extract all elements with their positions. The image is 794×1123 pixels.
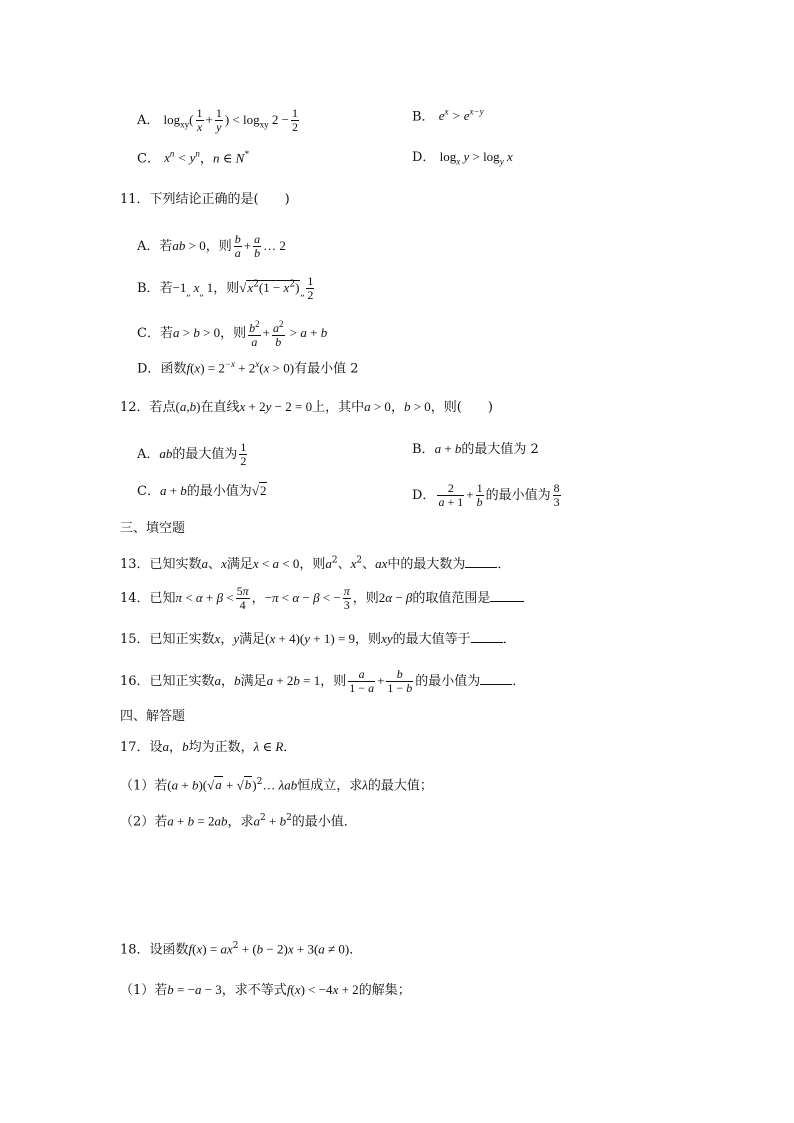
q10-option-b: B． $e^x > e^{x-y}$ [412, 107, 484, 125]
q12-option-a: A．ab的最大值为 $\frac{1}{2}$ [137, 440, 247, 468]
q16-answer-blank[interactable] [480, 672, 512, 685]
q16: 16．已知正实数a，b满足a + 2b = 1，则 $\frac{a}{1 - a}$ + $\frac{b}{1 - b}$ 的最小值为 ． [120, 667, 526, 695]
q10-option-c: C． $x^n < y^n$，n ∈ N* [137, 149, 249, 167]
q12-stem: 12．若点(a,b)在直线x + 2y − 2 = 0上，其中a > 0，b > 0，则( ) [120, 399, 493, 415]
q13: 13．已知实数a、x满足x < a < 0，则$a^2$、$x^2$、ax中的最大数为 ． [120, 555, 511, 572]
q17-part-1: （1）若$(a + b)(√a + √b)^2\dots$ λab恒成立，求λ的最大值； [120, 777, 433, 794]
q12-option-d: D． $\frac{2}{a + 1}$ + $\frac{1}{b}$ 的最小值为 $\frac{8}{3}$ [412, 481, 560, 509]
q17-part-2: （2）若a + b = 2ab，求$a^2 + b^2$的最小值． [120, 813, 357, 830]
section-4-heading: 四、解答题 [120, 709, 186, 724]
q12-option-b: B．a + b的最大值为 2 [412, 441, 539, 457]
q15-answer-blank[interactable] [471, 630, 503, 643]
q17-stem: 17．设a，b均为正数，λ ∈ R． [120, 739, 297, 755]
q10-option-a: A． $\log_{xy}$( $\frac{1}{x}$ + $\frac{1}{y}$ ) < $\log_{xy} 2$ − $\frac{1}{2}$ [137, 106, 298, 134]
q11-option-a: A．若ab > 0，则 $\frac{b}{a}$ + $\frac{a}{b}$ … 2 [137, 232, 286, 260]
q18-stem: 18．设函数$f(x) = ax^2 + (b - 2)x + 3(a \ne 0)$． [120, 941, 363, 958]
q18-part-1: （1）若b = −a − 3，求不等式f(x) < −4x + 2的解集； [120, 982, 411, 998]
q11-option-d: D．函数$f(x) = 2^{-x} + 2^x(x > 0)$有最小值 2 [137, 359, 359, 377]
q10-option-d: D． $\log_x y > \log_y x$ [412, 149, 513, 167]
section-3-heading: 三、填空题 [120, 521, 186, 536]
q11-stem: 11．下列结论正确的是( ) [120, 192, 290, 207]
q14: 14．已知π < α + β < $\frac{5\pi}{4}$ ，−π < α − β < − $\frac{\pi}{3}$ ，则2α − β的取值范围是 [120, 585, 524, 612]
q14-answer-blank[interactable] [490, 589, 524, 602]
q12-option-c: C．a + b的最小值为√2 [137, 483, 267, 499]
q11-option-b: B．若$-1_„$ $x_„$ 1，则$√x^2(1 - x^2)_„$ $\frac{1}{2}$ [137, 274, 314, 302]
q11-option-c: C．若a > b > 0，则 $\frac{b^2}{a}$ + $\frac{a^2}{b}$ > a + b [137, 319, 328, 349]
q15: 15．已知正实数x，y满足(x + 4)(y + 1) = 9，则xy的最大值等于 ． [120, 631, 516, 647]
q13-answer-blank[interactable] [465, 555, 497, 568]
